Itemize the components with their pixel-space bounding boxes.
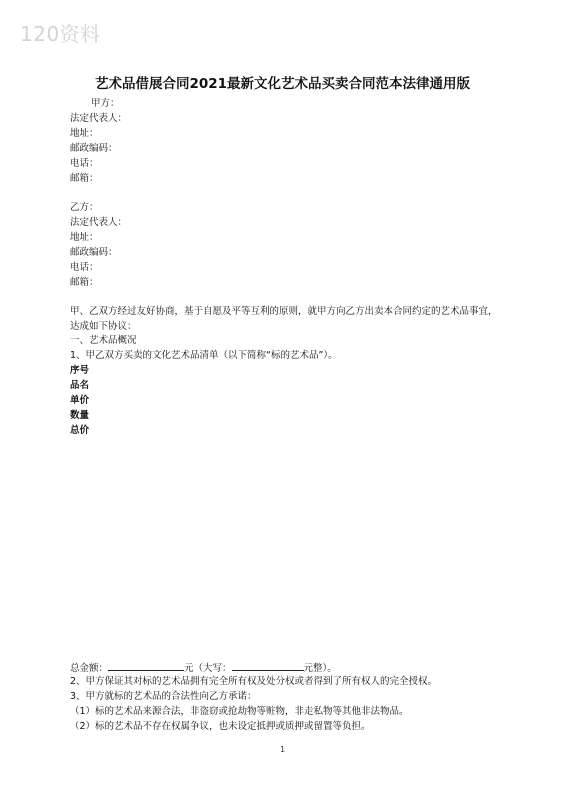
page-number: 1 <box>279 745 286 754</box>
party-a-label: 甲方： <box>91 98 120 109</box>
field-quantity: 数量 <box>70 410 90 421</box>
party-b-rep: 法定代表人： <box>70 217 128 228</box>
section-1-heading: 一、艺术品概况 <box>70 335 137 346</box>
amount-capital-blank <box>232 660 304 671</box>
party-a-address: 地址： <box>70 128 99 139</box>
clause-3: 3、甲方就标的艺术品的合法性向乙方承诺： <box>70 691 257 702</box>
clause-3-sub-1: （1）标的艺术品来源合法，非盗窃或抢劫物等赃物，非走私物等其他非法物品。 <box>70 706 409 717</box>
page-title: 艺术品借展合同2021最新文化艺术品买卖合同范本法律通用版 <box>94 76 471 92</box>
total-yuan: 元（大写： <box>184 663 232 674</box>
clause-1: 1、甲乙双方买卖的文化艺术品清单（以下简称“标的艺术品”）。 <box>70 350 338 361</box>
field-total-price: 总价 <box>70 425 90 436</box>
party-b-phone: 电话： <box>70 262 99 273</box>
clause-3-sub-2: （2）标的艺术品不存在权属争议，也未设定抵押或质押或留置等负担。 <box>70 721 371 732</box>
party-a-phone: 电话： <box>70 158 99 169</box>
amount-blank <box>108 660 184 671</box>
field-name: 品名 <box>70 380 90 391</box>
party-a-rep: 法定代表人： <box>70 113 128 124</box>
total-amount-line <box>70 660 337 675</box>
clause-2: 2、甲方保证其对标的艺术品拥有完全所有权及处分权或者得到了所有权人的完全授权。 <box>70 676 438 687</box>
watermark-logo: 120资料 <box>20 22 101 46</box>
field-serial: 序号 <box>70 365 90 376</box>
total-label: 总金额： <box>70 663 109 674</box>
field-unit-price: 单价 <box>70 395 90 406</box>
party-b-address: 地址： <box>70 232 99 243</box>
party-b-label: 乙方： <box>70 202 99 213</box>
party-a-postal: 邮政编码： <box>70 143 118 154</box>
party-b-postal: 邮政编码： <box>70 247 118 258</box>
party-b-email: 邮箱： <box>70 277 99 288</box>
intro-paragraph: 甲、乙双方经过友好协商，基于自愿及平等互利的原则，就甲方向乙方出卖本合同约定的艺术品事宜，达成如下协议： <box>70 306 498 332</box>
total-end: 元整）。 <box>303 663 337 674</box>
party-a-email: 邮箱： <box>70 173 99 184</box>
